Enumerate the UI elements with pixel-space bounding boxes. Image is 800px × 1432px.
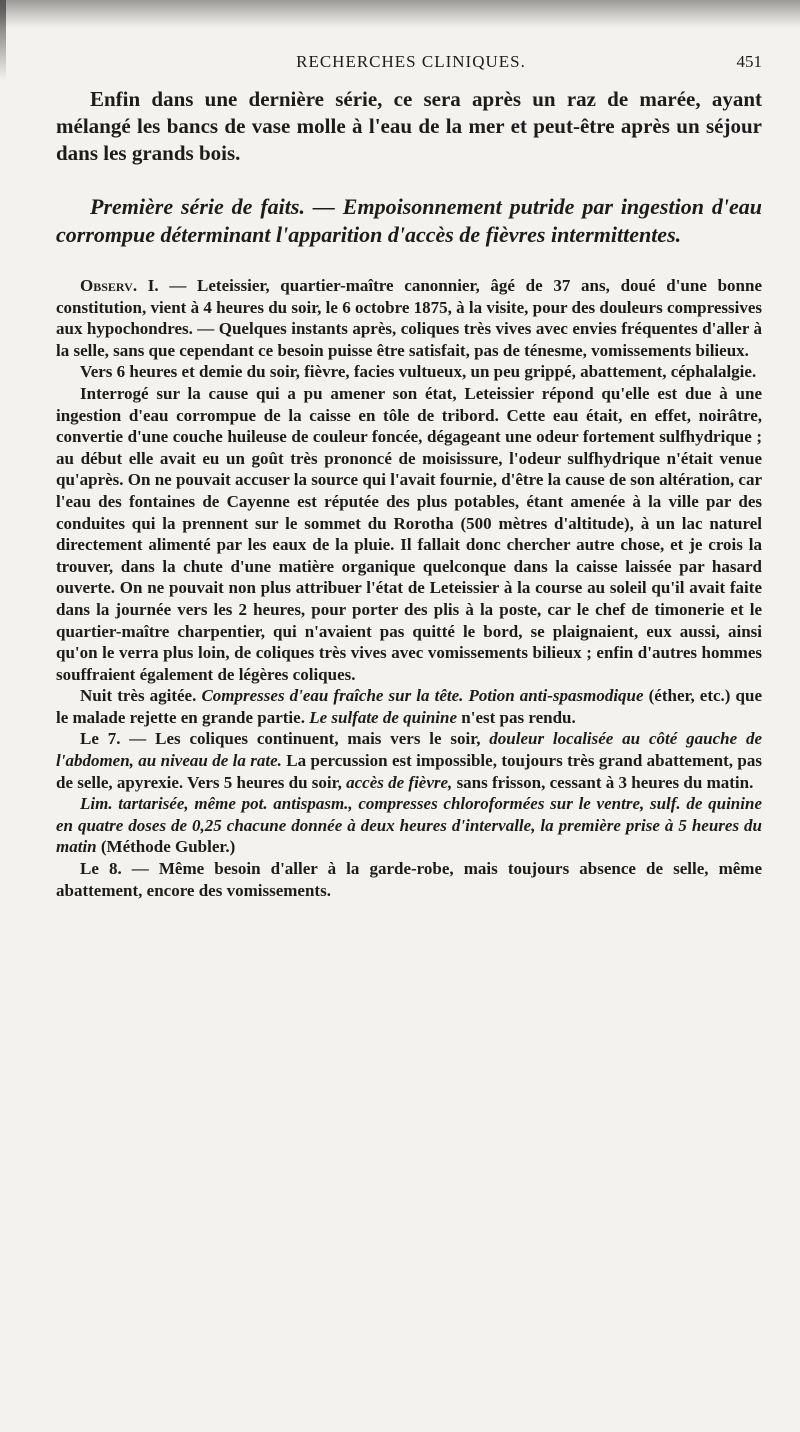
scan-binding-edge: [0, 0, 6, 80]
page-number: 451: [736, 52, 762, 71]
treatment-detail: (éther, etc.) que le malade rejette en grande partie.: [56, 686, 762, 727]
treatment-quinine: Le sulfate de quinine: [309, 707, 458, 727]
observation-paragraph-6: [56, 793, 762, 858]
page-header: [60, 52, 762, 80]
observation-paragraph-1: [56, 275, 762, 361]
day7-fever-end: sans frisson, cessant à 3 heures du matin.: [452, 772, 754, 792]
scan-shadow-edge: [0, 0, 800, 28]
treatment-compresses: Compresses d'eau fraîche sur la tête. Potion anti-spasmodique: [201, 686, 644, 706]
night-text: Nuit très agitée.: [80, 686, 202, 706]
observation-paragraph-7: Le 8. — Même besoin d'aller à la garde-robe, mais toujours absence de selle, même abattement, encore des vomissements.: [56, 859, 762, 900]
day7-details: La percussion est impossible, toujours très grand abattement, pas de selle, apyrexie. Vers 5 heures du soir,: [56, 751, 762, 792]
method-reference: (Méthode Gubler.): [96, 837, 236, 857]
section-title: Première série de faits. — Empoisonnement putride par ingestion d'eau corrompue déterminant l'apparition d'accès de fièvres intermittentes.: [56, 194, 762, 247]
lead-paragraph: Enfin dans une dernière série, ce sera après un raz de marée, ayant mélangé les bancs de vase molle à l'eau de la mer et peut-être après un séjour dans les grands bois.: [56, 87, 762, 165]
quinine-result: n'est pas rendu.: [457, 707, 576, 727]
observation-label: Observ. I.: [80, 276, 159, 295]
page-content: [56, 86, 762, 901]
prescription-text: Lim. tartarisée, même pot. antispasm., compresses chloroformées sur le ventre, sulf. de quinine en quatre doses de 0,25 chacune donnée à deux heures d'intervalle, la première prise à 5 heures du matin: [56, 794, 762, 857]
day7-pain-location: douleur localisée au côté gauche de l'abdomen, au niveau de la rate.: [56, 729, 762, 771]
observation-paragraph-3: Interrogé sur la cause qui a pu amener son état, Leteissier répond qu'elle est due à une ingestion d'eau corrompue de la caisse en tôle de tribord. Cette eau était, en effet, noirâtre, convertie d'une couche huileuse de couleur foncée, dégageant une odeur fortement sulfhydrique ; au début elle avait eu un goût très prononcé de moisissure, l'odeur sulfhydrique n'était venue qu'après. On ne pouvait accuser la source qui l'avait fournie, d'être la cause de son altération, car l'eau des fontaines de Cayenne est réputée des plus potables, étant amenée à la ville par des conduites qui la prennent sur le sommet du Rorotha (500 mètres d'altitude), à un lac naturel directement alimenté par les eaux de la pluie. Il fallait donc chercher autre chose, et je crois la trouver, dans la chute d'une matière organique quelconque dans la caisse laissée par hasard ouverte. On ne pouvait non plus attribuer l'état de Leteissier à la course au soleil qu'il avait faite dans la journée vers les 2 heures, pour porter des plis à la poste, car le chef de timonerie et le quartier-maître charpentier, qui n'avaient pas quitté le bord, se plaignaient, eux aussi, ainsi qu'on le verra plus loin, de coliques très vives avec vomissements bilieux ; enfin d'autres hommes souffraient également de légères coliques.: [56, 383, 762, 684]
observation-paragraph-5: [56, 728, 762, 793]
observation-paragraph-2: Vers 6 heures et demie du soir, fièvre, facies vultueux, un peu grippé, abattement, céphalalgie.: [80, 362, 757, 382]
day7-text: Le 7. — Les coliques continuent, mais vers le soir,: [80, 729, 490, 749]
observation-text-1: — Leteissier, quartier-maître canonnier, âgé de 37 ans, doué d'une bonne constitution, vient à 4 heures du soir, le 6 octobre 1875, à la visite, pour des douleurs compressives aux hypochondres. — Quelques instants après, coliques très vives avec envies fréquentes d'aller à la selle, sans que cependant ce besoin puisse être satisfait, pas de ténesme, vomissements bilieux.: [56, 276, 762, 360]
day7-fever-attack: accès de fièvre,: [346, 772, 453, 792]
observation-paragraph-4: [56, 685, 762, 728]
running-title: RECHERCHES CLINIQUES.: [296, 52, 526, 71]
